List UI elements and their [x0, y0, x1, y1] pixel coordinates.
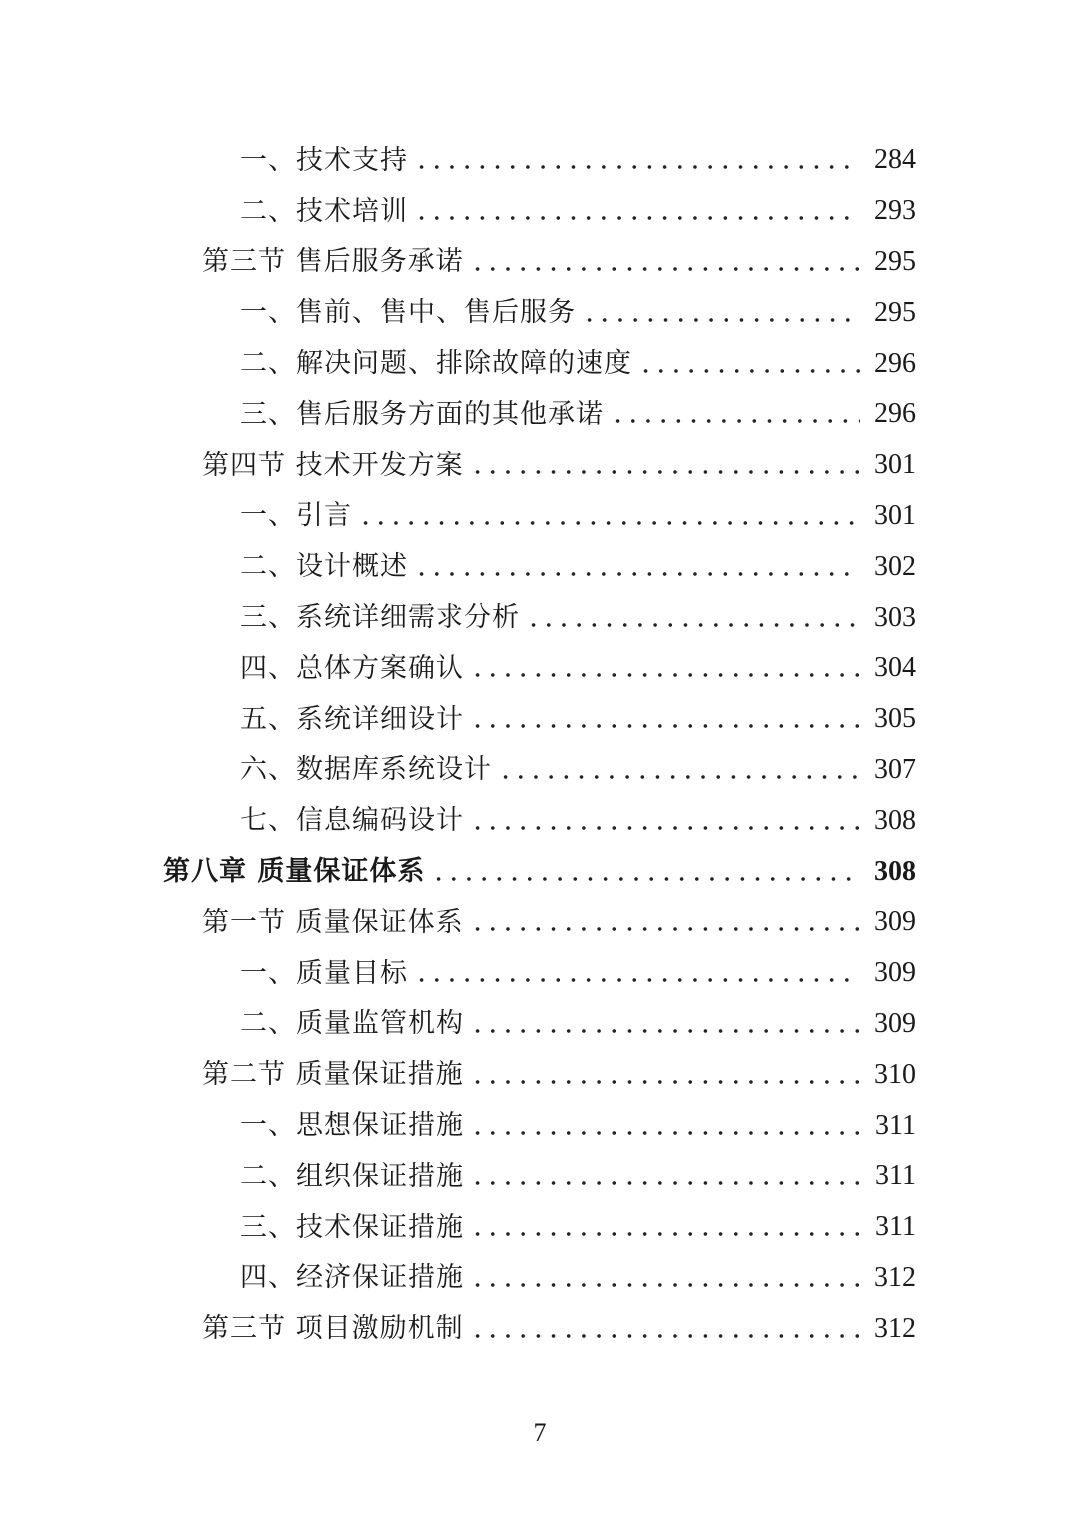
toc-entry-label: 第三节 售后服务承诺 — [202, 246, 464, 278]
dot-leader — [470, 1334, 860, 1338]
toc-subsection-entry[interactable] — [0, 389, 1080, 440]
toc-entry-page: 309 — [874, 957, 916, 989]
toc-section-entry[interactable] — [0, 237, 1080, 288]
toc-section-entry[interactable] — [0, 897, 1080, 948]
toc-entry-page: 293 — [874, 195, 916, 227]
toc-entry-page: 296 — [874, 398, 916, 430]
toc-entry-label: 二、解决问题、排除故障的速度 — [240, 348, 632, 380]
toc-subsection-entry[interactable] — [0, 541, 1080, 592]
toc-entry-label: 一、引言 — [240, 500, 352, 532]
dot-leader — [431, 877, 860, 881]
page-number: 7 — [533, 1418, 547, 1447]
toc-entry-label: 第二节 质量保证措施 — [202, 1059, 464, 1091]
dot-leader — [470, 724, 860, 728]
toc-subsection-entry[interactable] — [0, 1253, 1080, 1304]
toc-entry-label: 二、技术培训 — [240, 195, 408, 227]
dot-leader — [470, 826, 860, 830]
dot-leader — [610, 419, 860, 423]
toc-entry-label: 五、系统详细设计 — [240, 703, 464, 735]
dot-leader — [470, 1080, 860, 1084]
toc-entry-label: 四、经济保证措施 — [240, 1262, 464, 1294]
toc-subsection-entry[interactable] — [0, 1202, 1080, 1253]
toc-section-entry[interactable] — [0, 1049, 1080, 1100]
toc-subsection-entry[interactable] — [0, 694, 1080, 745]
dot-leader — [414, 572, 860, 576]
toc-chapter-entry[interactable] — [0, 846, 1080, 897]
toc-entry-label: 二、组织保证措施 — [240, 1160, 464, 1192]
toc-entry-label: 一、思想保证措施 — [240, 1110, 464, 1142]
toc-entry-label: 第八章 质量保证体系 — [163, 856, 426, 888]
toc-subsection-entry[interactable] — [0, 287, 1080, 338]
toc-entry-page: 301 — [874, 449, 916, 481]
toc-entry-page: 307 — [874, 753, 916, 785]
toc-subsection-entry[interactable] — [0, 948, 1080, 999]
toc-entry-page: 284 — [874, 144, 916, 176]
toc-entry-page: 301 — [874, 499, 916, 531]
dot-leader — [414, 978, 860, 982]
toc-entry-page: 304 — [874, 652, 916, 684]
dot-leader — [638, 369, 860, 373]
toc-subsection-entry[interactable] — [0, 999, 1080, 1050]
toc-entry-page: 295 — [874, 296, 916, 328]
table-of-contents — [0, 135, 1080, 1354]
toc-entry-label: 第一节 质量保证体系 — [202, 906, 464, 938]
toc-subsection-entry[interactable] — [0, 135, 1080, 186]
toc-entry-label: 二、质量监管机构 — [240, 1008, 464, 1040]
toc-entry-label: 二、设计概述 — [240, 551, 408, 583]
toc-entry-label: 一、质量目标 — [240, 957, 408, 989]
dot-leader — [470, 470, 860, 474]
dot-leader — [358, 521, 860, 525]
toc-entry-page: 309 — [874, 1007, 916, 1039]
dot-leader — [470, 927, 860, 931]
dot-leader — [498, 775, 860, 779]
toc-entry-page: 308 — [874, 804, 916, 836]
toc-entry-page: 312 — [874, 1312, 916, 1344]
toc-entry-label: 一、技术支持 — [240, 144, 408, 176]
dot-leader — [470, 1131, 860, 1135]
dot-leader — [414, 165, 860, 169]
toc-entry-label: 三、售后服务方面的其他承诺 — [240, 398, 604, 430]
toc-section-entry[interactable] — [0, 1303, 1080, 1354]
toc-entry-page: 312 — [874, 1261, 916, 1293]
dot-leader — [470, 1283, 860, 1287]
toc-entry-label: 第三节 项目激励机制 — [202, 1313, 464, 1345]
toc-section-entry[interactable] — [0, 440, 1080, 491]
toc-entry-page: 303 — [874, 601, 916, 633]
toc-entry-label: 一、售前、售中、售后服务 — [240, 297, 576, 329]
toc-entry-label: 三、系统详细需求分析 — [240, 602, 520, 634]
dot-leader — [526, 623, 860, 627]
toc-entry-label: 四、总体方案确认 — [240, 652, 464, 684]
toc-subsection-entry[interactable] — [0, 643, 1080, 694]
toc-subsection-entry[interactable] — [0, 592, 1080, 643]
toc-subsection-entry[interactable] — [0, 1151, 1080, 1202]
dot-leader — [470, 1181, 860, 1185]
toc-subsection-entry[interactable] — [0, 1100, 1080, 1151]
dot-leader — [470, 1029, 860, 1033]
toc-entry-page: 302 — [874, 550, 916, 582]
toc-subsection-entry[interactable] — [0, 745, 1080, 796]
toc-subsection-entry[interactable] — [0, 338, 1080, 389]
toc-entry-page: 311 — [875, 1109, 916, 1141]
toc-entry-page: 295 — [874, 245, 916, 277]
dot-leader — [470, 1232, 860, 1236]
dot-leader — [470, 673, 860, 677]
toc-entry-page: 308 — [874, 855, 916, 887]
toc-entry-page: 305 — [874, 703, 916, 735]
toc-entry-page: 296 — [874, 347, 916, 379]
toc-subsection-entry[interactable] — [0, 491, 1080, 542]
toc-entry-page: 309 — [874, 906, 916, 938]
toc-subsection-entry[interactable] — [0, 795, 1080, 846]
toc-entry-label: 三、技术保证措施 — [240, 1211, 464, 1243]
toc-entry-page: 311 — [875, 1160, 916, 1192]
toc-subsection-entry[interactable] — [0, 186, 1080, 237]
dot-leader — [470, 267, 860, 271]
toc-entry-label: 六、数据库系统设计 — [240, 754, 492, 786]
toc-entry-page: 310 — [874, 1058, 916, 1090]
dot-leader — [414, 216, 860, 220]
dot-leader — [582, 318, 860, 322]
toc-entry-page: 311 — [875, 1211, 916, 1243]
toc-entry-label: 七、信息编码设计 — [240, 805, 464, 837]
toc-entry-label: 第四节 技术开发方案 — [202, 449, 464, 481]
